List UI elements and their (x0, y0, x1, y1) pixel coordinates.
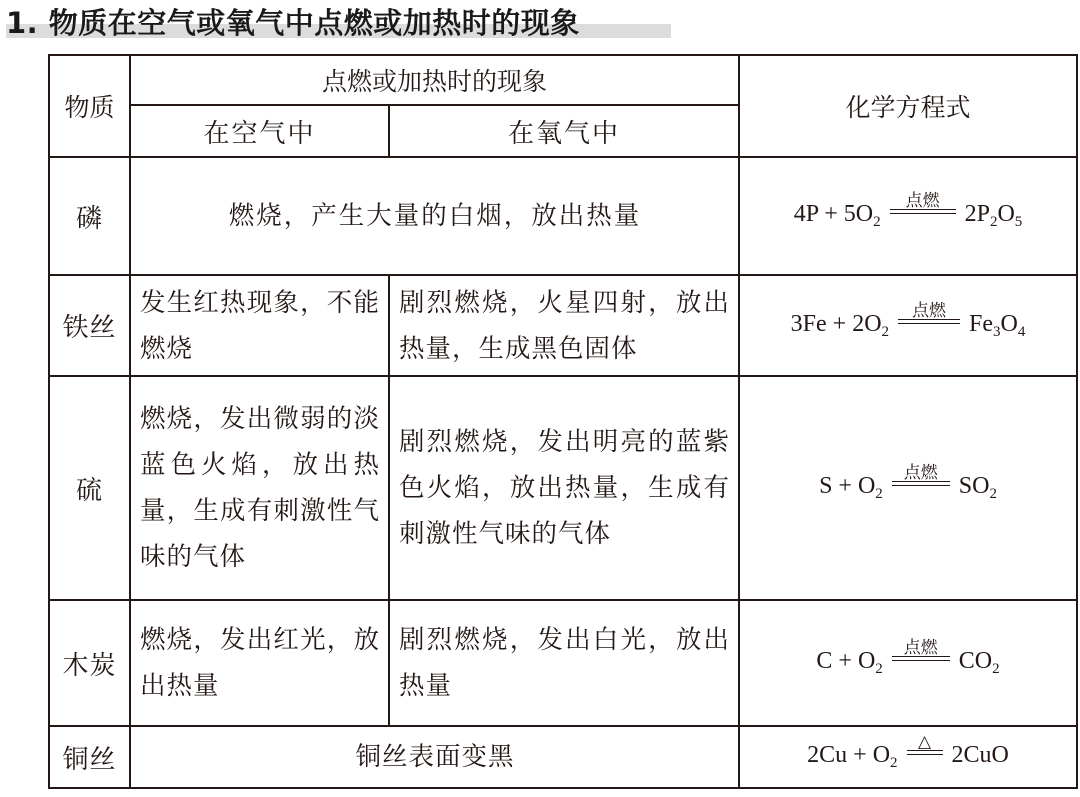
eq-lhs: $2Cu + O_2$ (807, 742, 898, 771)
header-phenomenon: 点燃或加热时的现象 (130, 55, 739, 105)
eq-lhs: $C + O_2$ (816, 648, 883, 677)
phenomenon-merged-cell (130, 157, 739, 275)
heading-text: 1. 物质在空气或氧气中点燃或加热时的现象 (6, 6, 580, 40)
eq-rhs: $2P_2O_5$ (964, 201, 1023, 230)
equation-cell (739, 376, 1077, 600)
oxygen-text: 剧烈燃烧，发出明亮的蓝紫色火焰，放出热量，生成有刺激性气味的气体 (399, 427, 731, 549)
header-row (49, 55, 1077, 105)
phenomenon-text: 铜丝表面变黑 (355, 742, 515, 772)
air-text: 燃烧，发出微弱的淡蓝色火焰，放出热量，生成有刺激性气味的气体 (140, 404, 380, 572)
substance-cell: 木炭 (49, 600, 130, 726)
eq-lhs: $3Fe + 2O_2$ (790, 310, 890, 340)
table-row-charcoal (49, 600, 1077, 726)
phenomenon-merged-cell (130, 726, 739, 788)
heating-condition: △ (907, 757, 943, 762)
equation-cell (739, 600, 1077, 726)
equation-cell (739, 157, 1077, 275)
oxygen-text: 剧烈燃烧，发出白光，放出热量 (399, 625, 731, 701)
air-cell (130, 376, 389, 600)
table-row-sulfur (49, 376, 1077, 600)
air-cell (130, 600, 389, 726)
equation-cell (739, 726, 1077, 788)
phenomenon-text: 燃烧，产生大量的白烟，放出热量 (228, 201, 642, 231)
air-cell (130, 275, 389, 376)
eq-rhs: $Fe_3O_4$ (969, 310, 1026, 340)
substance-cell: 硫 (49, 376, 130, 600)
reaction-condition: 点燃 (892, 488, 950, 493)
substance-cell: 铜丝 (49, 726, 130, 788)
reaction-condition: 点燃 (892, 663, 950, 668)
table-row-copper (49, 726, 1077, 788)
combustion-table (48, 54, 1078, 789)
eq-rhs: $CO_2$ (958, 648, 1000, 677)
oxygen-cell (389, 376, 739, 600)
oxygen-text: 剧烈燃烧，火星四射，放出热量，生成黑色固体 (399, 287, 731, 364)
table-row-iron (49, 275, 1077, 376)
substance-cell: 铁丝 (49, 275, 130, 376)
eq-rhs: 2CuO (951, 742, 1009, 768)
eq-lhs: $S + O_2$ (819, 473, 883, 502)
oxygen-cell (389, 600, 739, 726)
header-in-air: 在空气中 (130, 105, 389, 157)
header-equation: 化学方程式 (739, 55, 1077, 157)
reaction-condition: 点燃 (890, 216, 956, 221)
section-heading (6, 0, 671, 40)
reaction-condition: 点燃 (898, 326, 960, 331)
eq-lhs: $4P + 5O_2$ (793, 201, 881, 230)
eq-rhs: $SO_2$ (958, 473, 997, 502)
header-in-oxygen: 在氧气中 (389, 105, 739, 157)
table-row-phosphorus (49, 157, 1077, 275)
equation-cell (739, 275, 1077, 376)
substance-cell: 磷 (49, 157, 130, 275)
air-text: 燃烧，发出红光，放出热量 (140, 625, 380, 701)
header-substance: 物质 (49, 55, 130, 157)
air-text: 发生红热现象，不能燃烧 (140, 287, 380, 364)
oxygen-cell (389, 275, 739, 376)
